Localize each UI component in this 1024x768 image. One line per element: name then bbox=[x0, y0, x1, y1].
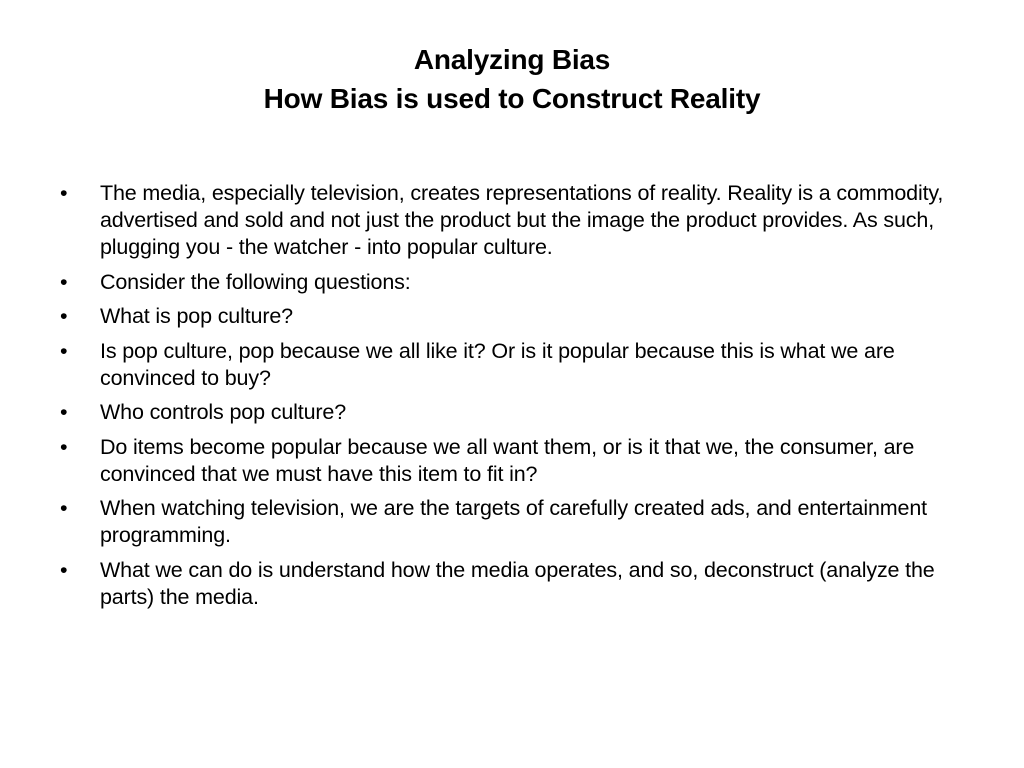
bullet-icon: • bbox=[60, 304, 68, 328]
bullet-text: Is pop culture, pop because we all like it? Or is it popular because this is what we are convinced to buy? bbox=[100, 338, 895, 390]
bullet-item-7 bbox=[60, 495, 970, 549]
bullet-text: The media, especially television, creates representations of reality. Reality is a commodity, advertised and sold and not just the product but the image the product provides. As such, plugging you - the watcher - into popular culture. bbox=[100, 181, 944, 259]
bullet-item-4 bbox=[60, 338, 970, 392]
bullet-text: Do items become popular because we all want them, or is it that we, the consumer, are convinced that we must have this item to fit in? bbox=[100, 434, 915, 486]
bullet-icon: • bbox=[60, 400, 68, 424]
bullet-item-6 bbox=[60, 434, 970, 488]
bullet-text: Who controls pop culture? bbox=[100, 400, 347, 424]
bullet-list bbox=[60, 180, 970, 618]
bullet-text: What is pop culture? bbox=[100, 304, 293, 328]
bullet-icon: • bbox=[60, 496, 68, 520]
bullet-item-1 bbox=[60, 180, 970, 261]
bullet-item-8 bbox=[60, 557, 970, 611]
bullet-icon: • bbox=[60, 434, 68, 459]
bullet-text: What we can do is understand how the media operates, and so, deconstruct (analyze the parts) the media. bbox=[100, 557, 935, 609]
bullet-text: When watching television, we are the targets of carefully created ads, and entertainment programming. bbox=[100, 496, 927, 547]
bullet-icon: • bbox=[60, 338, 68, 363]
title-line-1: Analyzing Bias bbox=[413, 44, 611, 75]
bullet-item-3 bbox=[60, 303, 970, 330]
bullet-item-5 bbox=[60, 399, 970, 426]
title-line-2: How Bias is used to Construct Reality bbox=[263, 83, 761, 114]
bullet-text: Consider the following questions: bbox=[100, 269, 411, 294]
bullet-icon: • bbox=[60, 181, 68, 205]
bullet-item-2 bbox=[60, 269, 970, 296]
slide-title bbox=[60, 40, 964, 118]
bullet-icon: • bbox=[60, 557, 68, 582]
bullet-icon: • bbox=[60, 269, 68, 294]
